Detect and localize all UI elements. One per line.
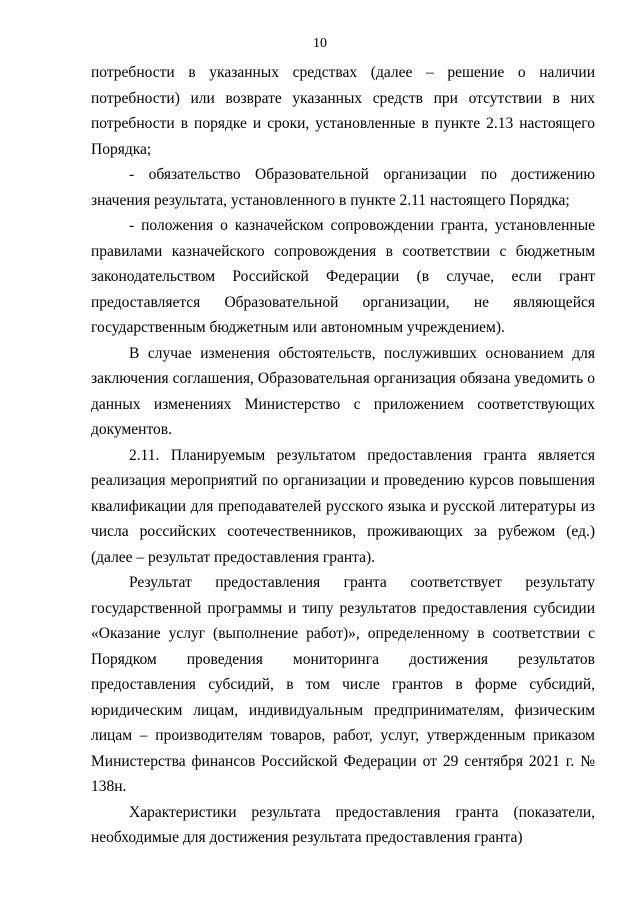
paragraph-change-circumstances: В случае изменения обстоятельств, послуживших основанием для заключения соглашения, Образовательная организация обязана уведомить о данных изменениях Министерство с приложением соответствующих документов. xyxy=(91,344,595,438)
paragraph-result-correspondence: Результат предоставления гранта соответствует результату государственной программы и типу результатов предоставления субсидии «Оказание услуг (выполнение работ)», определенному в соответствии с Порядком проведения мониторинга достижения результатов предоставления субсидий, в том числе грантов в форме субсидий, юридическим лицам, индивидуальным предпринимателям, физическим лицам – производителям товаров, работ, услуг, утвержденным приказом Министерства финансов Российской Федерации от 29 сентября 2021 г. № 138н. xyxy=(91,574,595,795)
document-body xyxy=(91,60,595,851)
paragraph-treasury-provisions: - положения о казначейском сопровождении гранта, установленные правилами казначейского сопровождения в соответствии с бюджетным законодательством Российской Федерации (в случае, если грант предоставляется Образовательной организации, не являющейся государственным бюджетным или автономным учреждением). xyxy=(91,217,595,336)
page-number: 10 xyxy=(313,36,327,51)
paragraph-continuation: потребности в указанных средствах (далее – решение о наличии потребности) или возврате указанных средств при отсутствии в них потребности в порядке и сроки, установленные в пункте 2.13 настоящего Порядка; xyxy=(91,64,595,158)
paragraph-obligation: - обязательство Образовательной организации по достижению значения результата, установленного в пункте 2.11 настоящего Порядка; xyxy=(91,166,595,209)
paragraph-result-characteristics: Характеристики результата предоставления гранта (показатели, необходимые для достижения результата предоставления гранта) xyxy=(91,803,595,846)
paragraph-planned-result: 2.11. Планируемым результатом предоставления гранта является реализация мероприятий по организации и проведению курсов повышения квалификации для преподавателей русского языка и русской литературы из числа российских соотечественников, проживающих за рубежом (ед.) (далее – результат предоставления гранта). xyxy=(91,446,595,566)
